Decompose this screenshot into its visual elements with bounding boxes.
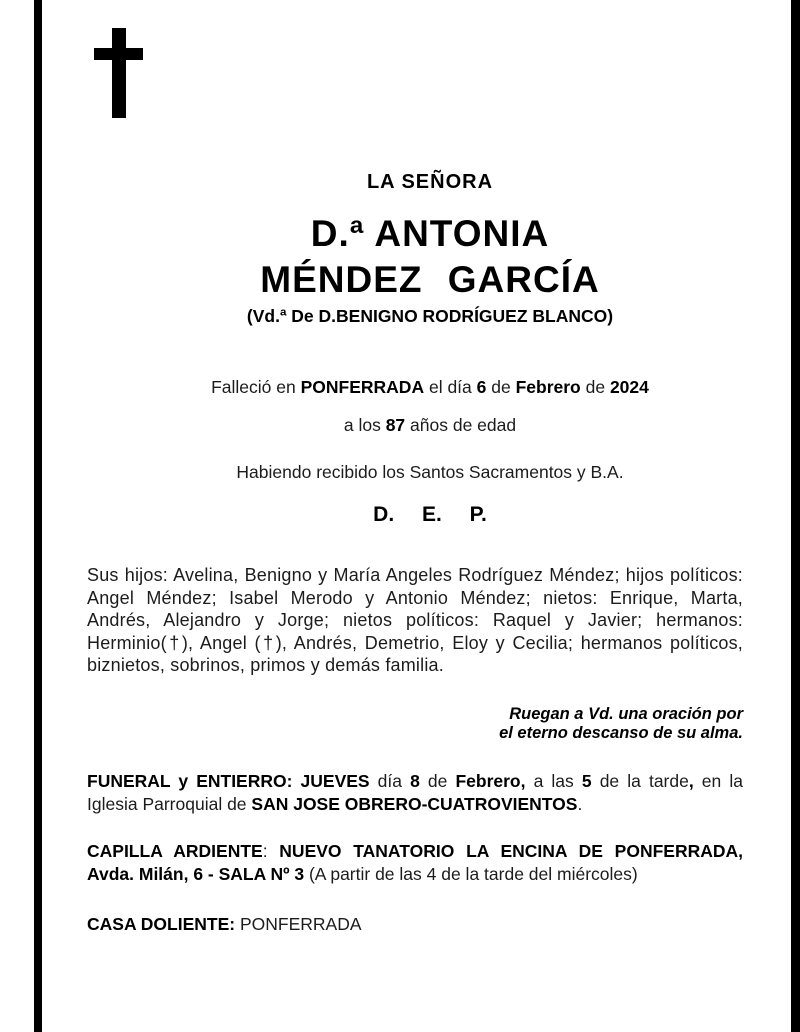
widow-note: (Vd.ª De D.BENIGNO RODRÍGUEZ BLANCO)	[246, 306, 614, 326]
chapel-details	[87, 840, 743, 886]
funeral-comma: ,	[688, 771, 694, 791]
sacraments-line: Habiendo recibido los Santos Sacramentos y B.A.	[236, 462, 624, 482]
funeral-month: Febrero,	[455, 771, 526, 791]
prayer-request	[87, 705, 743, 743]
age-pre: a los	[343, 415, 386, 435]
chapel-schedule-note: (A partir de las 4 de la tarde del miércoles)	[304, 864, 638, 884]
funeral-text: día	[369, 771, 411, 791]
mourning-house-label: CASA DOLIENTE:	[87, 914, 236, 934]
mourning-house-line	[87, 914, 743, 935]
funeral-text: a las	[525, 771, 582, 791]
death-day: 6	[476, 377, 487, 397]
deceased-name-line2: MÉNDEZ GARCÍA	[260, 259, 600, 300]
death-mid2: de	[486, 377, 516, 397]
funeral-text: en la Iglesia Parroquial de	[87, 771, 743, 814]
death-year: 2024	[609, 377, 649, 397]
cross-horizontal-bar	[94, 48, 143, 60]
rest-in-peace-line: D. E. P.	[373, 503, 487, 526]
age-years: 87	[385, 415, 406, 435]
funeral-heading: FUNERAL y ENTIERRO: JUEVES	[87, 771, 370, 791]
cross-icon	[94, 28, 143, 118]
funeral-text: de	[419, 771, 456, 791]
honorific-title: LA SEÑORA	[366, 171, 494, 193]
chapel-colon: :	[262, 841, 280, 861]
funeral-period: .	[577, 794, 583, 814]
death-place: PONFERRADA	[300, 377, 425, 397]
death-mid3: de	[580, 377, 610, 397]
funeral-day: 8	[410, 771, 420, 791]
cross-vertical-bar	[112, 28, 126, 118]
funeral-church: SAN JOSE OBRERO-CUATROVIENTOS	[251, 794, 578, 814]
funeral-text: de la tarde	[591, 771, 689, 791]
deceased-name-line1: D.ª ANTONIA	[310, 213, 550, 254]
funeral-hour: 5	[581, 771, 592, 791]
right-border-rule	[791, 0, 800, 1032]
family-paragraph: Sus hijos: Avelina, Benigno y María Angeles Rodríguez Méndez; hijos políticos: Angel Méndez; Isabel Merodo y Antonio Méndez; nietos: Enrique, Marta, Andrés, Alejandro y Jorge; nietos políticos: Raquel y Javier; hermanos: Herminio(†), Angel (†), Andrés, Demetrio, Eloy y Cecilia; hermanos políticos, biznietos, sobrinos, primos y demás familia.	[87, 565, 743, 676]
prayer-line2: el eterno descanso de su alma.	[499, 724, 743, 742]
prayer-line1: Ruegan a Vd. una oración por	[509, 705, 743, 723]
death-date-line	[87, 377, 773, 398]
chapel-location: NUEVO TANATORIO LA ENCINA DE PONFERRADA, Avda. Milán, 6 - SALA Nº 3	[87, 841, 743, 884]
age-post: años de edad	[405, 415, 517, 435]
funeral-details	[87, 770, 743, 816]
death-prefix: Falleció en	[211, 377, 301, 397]
death-month: Febrero	[515, 377, 581, 397]
age-line	[87, 415, 773, 436]
chapel-heading: CAPILLA ARDIENTE	[87, 841, 263, 861]
death-mid1: el día	[424, 377, 477, 397]
left-border-rule	[34, 0, 42, 1032]
mourning-house-value: PONFERRADA	[235, 914, 362, 934]
